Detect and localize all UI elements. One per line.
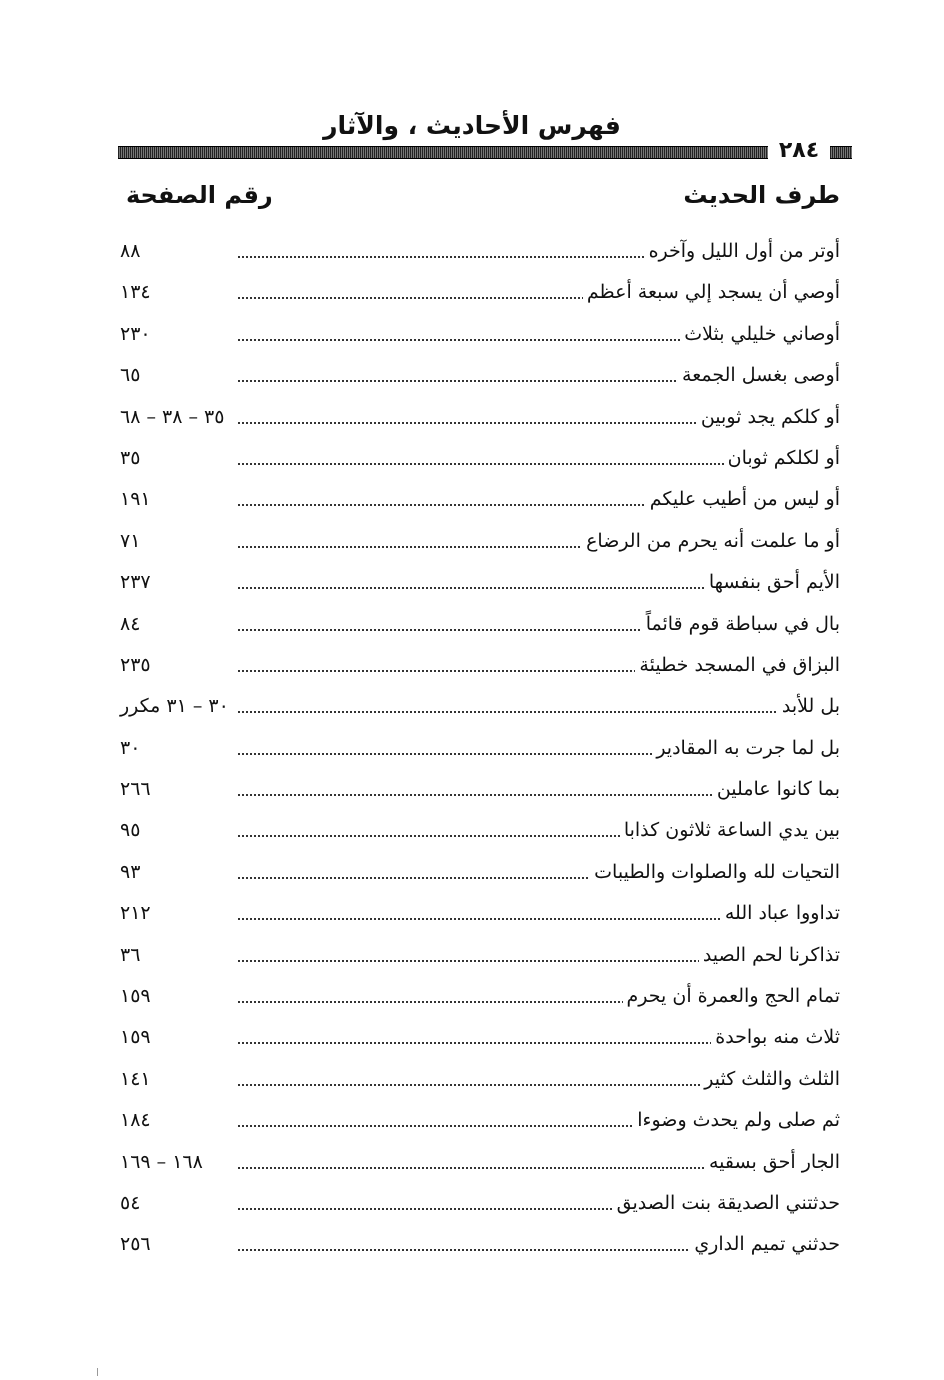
index-entry xyxy=(120,230,840,271)
entry-page: ١٣٤ xyxy=(120,277,155,307)
index-entry xyxy=(120,1223,840,1264)
page-number: ٢٨٤ xyxy=(778,138,820,163)
entry-text: تذاكرنا لحم الصيد xyxy=(699,940,840,970)
entry-text: البزاق في المسجد خطيئة xyxy=(635,650,840,680)
index-entry xyxy=(120,727,840,768)
index-entry xyxy=(120,934,840,975)
entry-text: بل لما جرت به المقادير xyxy=(652,733,840,763)
entry-text: بين يدي الساعة ثلاثون كذابا xyxy=(620,815,840,845)
index-entry xyxy=(120,975,840,1016)
entry-text: ثم صلى ولم يحدث وضوءا xyxy=(633,1105,840,1135)
entry-text: تمام الحج والعمرة أن يحرم xyxy=(623,981,840,1011)
entry-page: ٢٣٠ xyxy=(120,319,155,349)
index-entry xyxy=(120,1016,840,1057)
entry-page: ١٨٤ xyxy=(120,1105,155,1135)
entry-page: ١٦٨ – ١٦٩ xyxy=(120,1147,207,1177)
index-entry xyxy=(120,354,840,395)
index-entries xyxy=(120,230,840,1265)
entry-page: ٧١ xyxy=(120,526,144,556)
index-entry xyxy=(120,396,840,437)
entry-text: أوتر من أول الليل وآخره xyxy=(645,236,840,266)
entry-text: بل للأبد xyxy=(778,691,840,721)
index-entry xyxy=(120,809,840,850)
entry-text: أوصاني خليلي بثلاث xyxy=(680,319,840,349)
index-entry xyxy=(120,520,840,561)
entry-text: أوصي أن يسجد إلي سبعة أعظم xyxy=(583,277,840,307)
entry-page: ١٤١ xyxy=(120,1064,155,1094)
entry-text: التحيات لله والصلوات والطيبات xyxy=(590,857,840,887)
entry-page: ١٥٩ xyxy=(120,1022,155,1052)
entry-page: ٢١٢ xyxy=(120,898,155,928)
index-entry xyxy=(120,561,840,602)
header-rule-left xyxy=(118,146,768,159)
index-entry xyxy=(120,603,840,644)
entry-page: ٢٣٥ xyxy=(120,650,155,680)
header-rule-right xyxy=(830,146,852,159)
entry-page: ٢٥٦ xyxy=(120,1229,155,1259)
entry-text: بال في سباطة قوم قائماً xyxy=(642,609,840,639)
page-title: فهرس الأحاديث ، والآثار xyxy=(323,111,621,140)
entry-page: ٢٣٧ xyxy=(120,567,155,597)
entry-text: ثلاث منه بواحدة xyxy=(711,1022,840,1052)
entry-page: ٨٨ xyxy=(120,236,144,266)
leader-dots xyxy=(238,709,840,713)
entry-page: ٢٦٦ xyxy=(120,774,155,804)
entry-text: حدثني تميم الداري xyxy=(690,1229,840,1259)
index-entry xyxy=(120,437,840,478)
entry-page: ٣٠ – ٣١ مكرر xyxy=(120,691,233,721)
index-entry xyxy=(120,768,840,809)
entry-text: بما كانوا عاملين xyxy=(713,774,840,804)
index-entry xyxy=(120,478,840,519)
entry-text: الأيم أحق بنفسها xyxy=(705,567,840,597)
index-entry xyxy=(120,313,840,354)
entry-text: تداووا عباد الله xyxy=(721,898,840,928)
entry-text: أو كلكم يجد ثوبين xyxy=(697,402,840,432)
scan-mark xyxy=(97,1368,98,1376)
index-entry xyxy=(120,1182,840,1223)
entry-page: ٣٥ – ٣٨ – ٦٨ xyxy=(120,402,228,432)
entry-page: ٩٣ xyxy=(120,857,144,887)
entry-text: أو ليس من أطيب عليكم xyxy=(646,484,840,514)
entry-page: ٣٦ xyxy=(120,940,144,970)
index-entry xyxy=(120,1058,840,1099)
entry-page: ٩٥ xyxy=(120,815,144,845)
entry-text: حدثتني الصديقة بنت الصديق xyxy=(613,1188,840,1218)
index-entry xyxy=(120,851,840,892)
entry-page: ١٩١ xyxy=(120,484,155,514)
header-rule xyxy=(118,138,852,163)
index-entry xyxy=(120,1099,840,1140)
entry-page: ٥٤ xyxy=(120,1188,144,1218)
index-entry xyxy=(120,1141,840,1182)
entry-page: ٣٠ xyxy=(120,733,144,763)
entry-page: ٣٥ xyxy=(120,443,144,473)
entry-page: ٦٥ xyxy=(120,360,144,390)
index-entry xyxy=(120,685,840,726)
entry-text: أوصى بغسل الجمعة xyxy=(678,360,840,390)
entry-text: أو لكلكم ثوبان xyxy=(724,443,840,473)
entry-page: ١٥٩ xyxy=(120,981,155,1011)
index-entry xyxy=(120,644,840,685)
entry-page: ٨٤ xyxy=(120,609,144,639)
entry-text: الجار أحق بسقيه xyxy=(705,1147,840,1177)
entry-text: أو ما علمت أنه يحرم من الرضاع xyxy=(582,526,840,556)
entry-text: الثلث والثلث كثير xyxy=(700,1064,840,1094)
index-entry xyxy=(120,271,840,312)
index-entry xyxy=(120,892,840,933)
column-heading-hadith: طرف الحديث xyxy=(683,181,840,209)
column-heading-page: رقم الصفحة xyxy=(126,181,273,209)
